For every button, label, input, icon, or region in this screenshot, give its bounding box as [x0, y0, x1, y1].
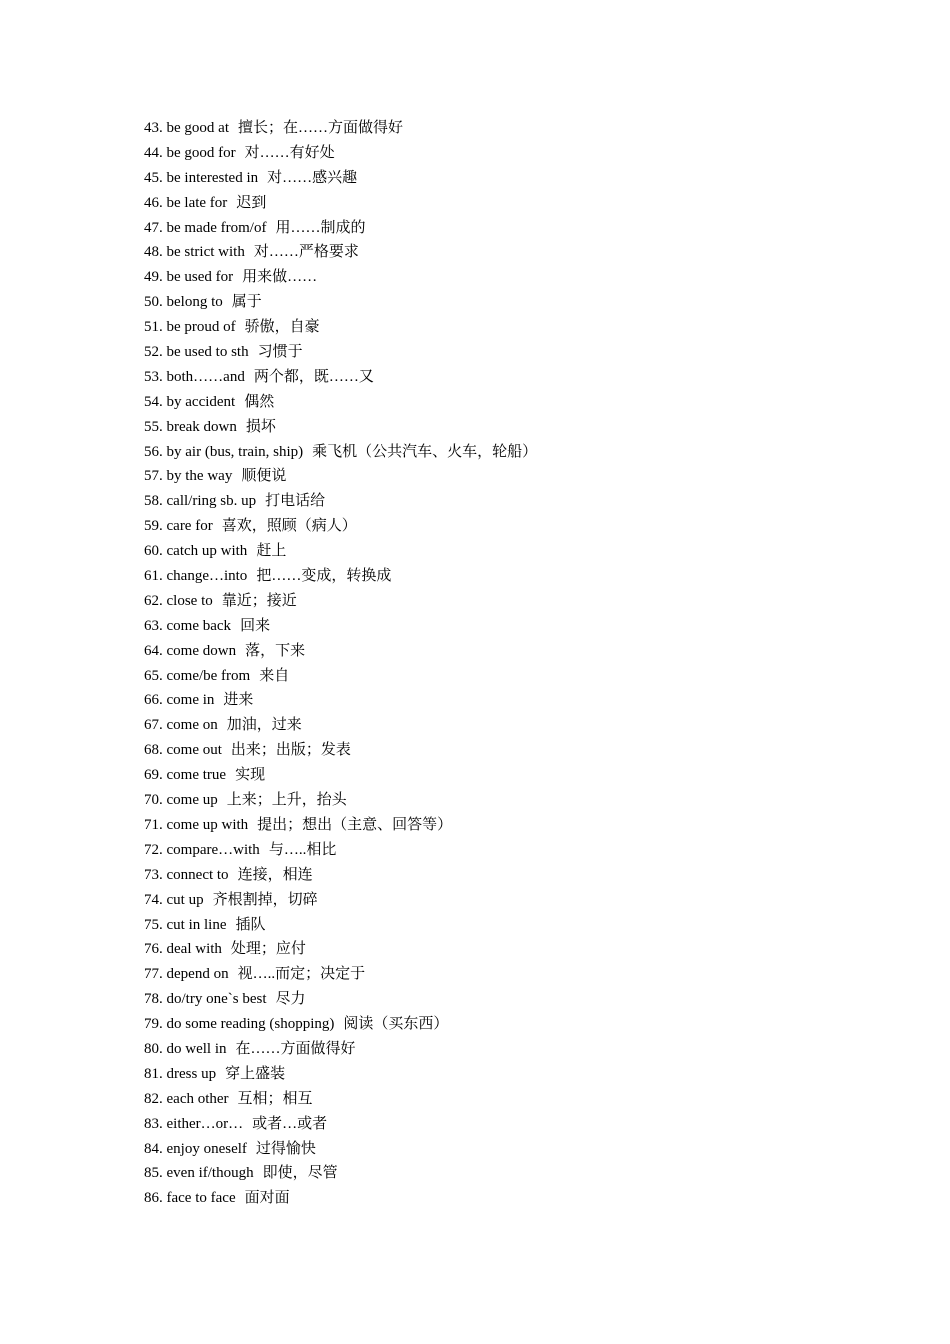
phrase-item: [144, 340, 537, 365]
phrase-english: come up: [166, 792, 218, 809]
phrase-english: either…or…: [166, 1115, 244, 1132]
phrase-item: [144, 365, 537, 390]
phrase-item: [144, 738, 537, 763]
phrase-chinese: 来自: [259, 667, 290, 684]
phrase-number: 58.: [144, 493, 163, 510]
phrase-item: [144, 614, 537, 639]
phrase-number: 74.: [144, 891, 163, 908]
phrase-english: break down: [166, 418, 237, 435]
phrase-chinese: 顺便说: [241, 468, 287, 485]
phrase-item: [144, 440, 537, 465]
phrase-number: 52.: [144, 344, 163, 361]
phrase-english: change…into: [166, 568, 248, 585]
phrase-chinese: 连接，相连: [237, 866, 313, 883]
phrase-chinese: 在……方面做得好: [235, 1040, 356, 1057]
phrase-english: connect to: [166, 866, 229, 883]
phrase-number: 85.: [144, 1165, 163, 1182]
phrase-number: 56.: [144, 443, 163, 460]
phrase-item: [144, 1087, 537, 1112]
phrase-item: [144, 390, 537, 415]
phrase-chinese: 两个都，既……又: [253, 368, 374, 385]
phrase-number: 67.: [144, 717, 163, 734]
phrase-item: [144, 116, 537, 141]
phrase-number: 69.: [144, 767, 163, 784]
phrase-chinese: 用……制成的: [275, 219, 366, 236]
phrase-item: [144, 788, 537, 813]
phrase-item: [144, 688, 537, 713]
phrase-item: [144, 464, 537, 489]
phrase-item: [144, 888, 537, 913]
phrase-english: be late for: [166, 194, 228, 211]
phrase-english: depend on: [166, 966, 229, 983]
phrase-english: close to: [166, 592, 213, 609]
phrase-chinese: 打电话给: [265, 493, 326, 510]
phrase-item: [144, 489, 537, 514]
phrase-english: by accident: [166, 393, 236, 410]
phrase-item: [144, 913, 537, 938]
phrase-chinese: 习惯于: [257, 344, 303, 361]
phrase-chinese: 出来；出版；发表: [230, 742, 351, 759]
phrase-number: 51.: [144, 319, 163, 336]
phrase-english: be made from/of: [166, 219, 267, 236]
phrase-english: do some reading (shopping): [166, 1016, 335, 1033]
phrase-chinese: 骄傲，自豪: [244, 319, 320, 336]
phrase-english: care for: [166, 518, 213, 535]
phrase-english: call/ring sb. up: [166, 493, 257, 510]
phrase-number: 81.: [144, 1065, 163, 1082]
phrase-chinese: 或者…或者: [252, 1115, 328, 1132]
phrase-number: 76.: [144, 941, 163, 958]
phrase-chinese: 视…..而定；决定于: [237, 966, 366, 983]
phrase-chinese: 加油，过来: [226, 717, 302, 734]
phrase-number: 61.: [144, 568, 163, 585]
phrase-chinese: 即使，尽管: [262, 1165, 338, 1182]
phrase-number: 75.: [144, 916, 163, 933]
phrase-number: 79.: [144, 1016, 163, 1033]
phrase-chinese: 靠近；接近: [221, 592, 297, 609]
phrase-english: cut up: [166, 891, 204, 908]
phrase-number: 54.: [144, 393, 163, 410]
phrase-number: 82.: [144, 1090, 163, 1107]
phrase-item: [144, 639, 537, 664]
phrase-chinese: 落，下来: [245, 642, 306, 659]
phrase-chinese: 偶然: [244, 393, 275, 410]
phrase-number: 59.: [144, 518, 163, 535]
phrase-english: come up with: [166, 816, 249, 833]
phrase-item: [144, 564, 537, 589]
phrase-item: [144, 863, 537, 888]
phrase-item: [144, 813, 537, 838]
phrase-chinese: 尽力: [275, 991, 306, 1008]
phrase-number: 68.: [144, 742, 163, 759]
phrase-english: be strict with: [166, 244, 245, 261]
phrase-english: even if/though: [166, 1165, 254, 1182]
phrase-english: deal with: [166, 941, 222, 958]
phrase-english: be good for: [166, 144, 236, 161]
phrase-number: 80.: [144, 1040, 163, 1057]
phrase-number: 86.: [144, 1190, 163, 1207]
phrase-item: [144, 1112, 537, 1137]
phrase-english: come/be from: [166, 667, 251, 684]
phrase-chinese: 乘飞机（公共汽车、火车，轮船）: [312, 443, 538, 460]
phrase-item: [144, 987, 537, 1012]
phrase-english: by air (bus, train, ship): [166, 443, 304, 460]
phrase-english: be used for: [166, 269, 234, 286]
phrase-number: 72.: [144, 841, 163, 858]
phrase-chinese: 对……感兴趣: [267, 169, 358, 186]
phrase-chinese: 对……有好处: [244, 144, 335, 161]
phrase-item: [144, 539, 537, 564]
phrase-chinese: 实现: [235, 767, 266, 784]
phrase-english: come down: [166, 642, 237, 659]
phrase-english: catch up with: [166, 543, 248, 560]
phrase-english: be used to sth: [166, 344, 249, 361]
phrase-chinese: 插队: [235, 916, 266, 933]
phrase-number: 48.: [144, 244, 163, 261]
phrase-number: 73.: [144, 866, 163, 883]
phrase-number: 65.: [144, 667, 163, 684]
phrase-chinese: 提出；想出（主意、回答等）: [257, 816, 453, 833]
phrase-chinese: 迟到: [236, 194, 267, 211]
phrase-chinese: 与…..相比: [268, 841, 337, 858]
phrase-chinese: 处理；应付: [230, 941, 306, 958]
phrase-number: 71.: [144, 816, 163, 833]
phrase-english: compare…with: [166, 841, 260, 858]
phrase-item: [144, 290, 537, 315]
phrase-number: 60.: [144, 543, 163, 560]
phrase-item: [144, 1186, 537, 1211]
phrase-english: face to face: [166, 1190, 236, 1207]
phrase-number: 66.: [144, 692, 163, 709]
phrase-english: be proud of: [166, 319, 236, 336]
phrase-english: be interested in: [166, 169, 259, 186]
phrase-english: both……and: [166, 368, 245, 385]
phrase-english: cut in line: [166, 916, 227, 933]
phrase-number: 62.: [144, 592, 163, 609]
phrase-item: [144, 713, 537, 738]
phrase-chinese: 对……严格要求: [253, 244, 359, 261]
phrase-english: do well in: [166, 1040, 227, 1057]
phrase-item: [144, 838, 537, 863]
phrase-item: [144, 589, 537, 614]
phrase-item: [144, 315, 537, 340]
phrase-chinese: 回来: [240, 617, 271, 634]
phrase-item: [144, 265, 537, 290]
phrase-item: [144, 1037, 537, 1062]
phrase-list: [144, 116, 537, 1211]
phrase-item: [144, 166, 537, 191]
phrase-number: 43.: [144, 120, 163, 136]
phrase-item: [144, 763, 537, 788]
phrase-number: 78.: [144, 991, 163, 1008]
phrase-number: 47.: [144, 219, 163, 236]
phrase-number: 49.: [144, 269, 163, 286]
phrase-chinese: 穿上盛装: [225, 1065, 286, 1082]
phrase-item: [144, 1062, 537, 1087]
phrase-item: [144, 141, 537, 166]
phrase-number: 53.: [144, 368, 163, 385]
phrase-number: 50.: [144, 294, 163, 311]
phrase-chinese: 属于: [231, 294, 262, 311]
phrase-item: [144, 514, 537, 539]
phrase-chinese: 面对面: [244, 1190, 290, 1207]
phrase-number: 70.: [144, 792, 163, 809]
phrase-item: [144, 937, 537, 962]
phrase-item: [144, 1161, 537, 1186]
phrase-chinese: 喜欢，照顾（病人）: [221, 518, 357, 535]
phrase-number: 64.: [144, 642, 163, 659]
phrase-chinese: 赶上: [256, 543, 287, 560]
phrase-chinese: 用来做……: [242, 269, 318, 286]
phrase-english: come in: [166, 692, 215, 709]
phrase-chinese: 损坏: [245, 418, 276, 435]
phrase-number: 55.: [144, 418, 163, 435]
phrase-english: dress up: [166, 1065, 217, 1082]
phrase-number: 44.: [144, 144, 163, 161]
phrase-chinese: 齐根割掉，切碎: [212, 891, 318, 908]
phrase-item: [144, 1012, 537, 1037]
phrase-item: [144, 1137, 537, 1162]
phrase-english: belong to: [166, 294, 223, 311]
phrase-chinese: 过得愉快: [255, 1140, 316, 1157]
phrase-item: [144, 240, 537, 265]
phrase-english: come true: [166, 767, 227, 784]
phrase-number: 83.: [144, 1115, 163, 1132]
phrase-chinese: 进来: [223, 692, 254, 709]
phrase-english: come on: [166, 717, 218, 734]
phrase-number: 46.: [144, 194, 163, 211]
phrase-item: [144, 191, 537, 216]
phrase-chinese: 互相；相互: [237, 1090, 313, 1107]
phrase-number: 77.: [144, 966, 163, 983]
phrase-chinese: 把……变成，转换成: [256, 568, 392, 585]
phrase-english: enjoy oneself: [166, 1140, 247, 1157]
phrase-english: come back: [166, 617, 232, 634]
phrase-number: 84.: [144, 1140, 163, 1157]
phrase-number: 57.: [144, 468, 163, 485]
phrase-english: by the way: [166, 468, 233, 485]
phrase-english: each other: [166, 1090, 229, 1107]
phrase-english: do/try one`s best: [166, 991, 267, 1008]
phrase-chinese: 阅读（买东西）: [343, 1016, 449, 1033]
phrase-item: [144, 962, 537, 987]
phrase-number: 45.: [144, 169, 163, 186]
phrase-chinese: 擅长；在……方面做得好: [237, 120, 403, 136]
phrase-chinese: 上来；上升，抬头: [226, 792, 347, 809]
phrase-english: come out: [166, 742, 222, 759]
phrase-english: be good at: [166, 120, 229, 136]
phrase-item: [144, 664, 537, 689]
phrase-number: 63.: [144, 617, 163, 634]
phrase-item: [144, 415, 537, 440]
phrase-item: [144, 216, 537, 241]
